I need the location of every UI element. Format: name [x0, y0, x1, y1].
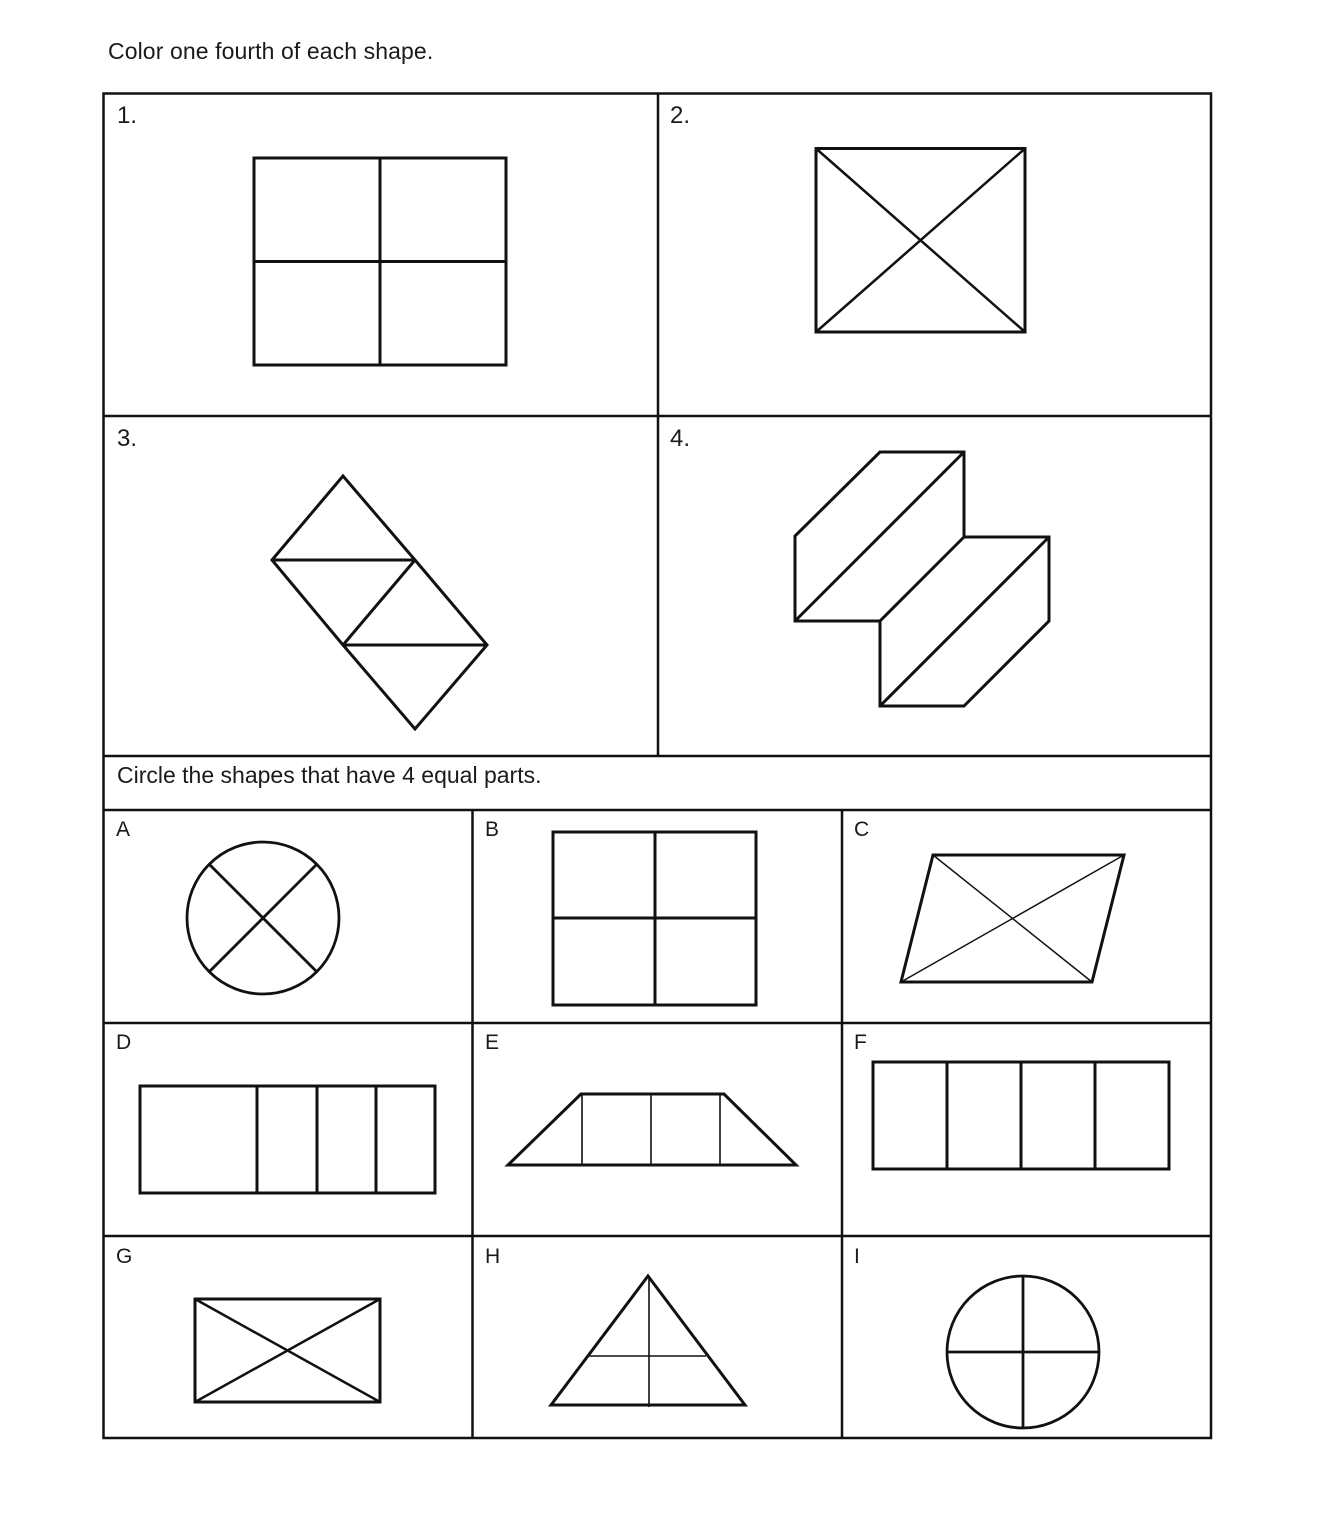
shape-4-stepped-parallelograms [795, 452, 1049, 706]
shape-e-trapezoid [508, 1094, 796, 1165]
item-label-d: D [116, 1031, 132, 1054]
item-label-c: C [854, 818, 870, 841]
item-label-b: B [485, 818, 500, 841]
item-label-i: I [854, 1245, 860, 1268]
shape-3-triangle-parallelogram [272, 476, 487, 729]
shape-b-quartered-rectangle [553, 832, 756, 1005]
shape-a-circle-x [187, 842, 339, 994]
item-label-h: H [485, 1245, 501, 1268]
item-label-g: G [116, 1245, 133, 1268]
shape-2-diagonal-rectangle [816, 149, 1025, 333]
item-label-3: 3. [117, 425, 138, 452]
shape-i-quartered-circle [947, 1276, 1099, 1428]
item-label-a: A [116, 818, 131, 841]
item-label-2: 2. [670, 102, 691, 129]
shape-c-parallelogram-diagonals [901, 855, 1124, 982]
part2-instruction: Circle the shapes that have 4 equal parts. [117, 762, 542, 788]
item-label-f: F [854, 1031, 867, 1054]
part1-instruction: Color one fourth of each shape. [108, 38, 434, 64]
item-label-e: E [485, 1031, 500, 1054]
shape-f-equal-rectangle [873, 1062, 1169, 1169]
shape-d-unequal-rectangle [140, 1086, 435, 1193]
shape-g-diagonal-rectangle [195, 1299, 380, 1402]
item-label-1: 1. [117, 102, 138, 129]
item-label-4: 4. [670, 425, 691, 452]
shape-1-quartered-rectangle [254, 158, 506, 365]
shape-h-triangle [551, 1276, 745, 1407]
